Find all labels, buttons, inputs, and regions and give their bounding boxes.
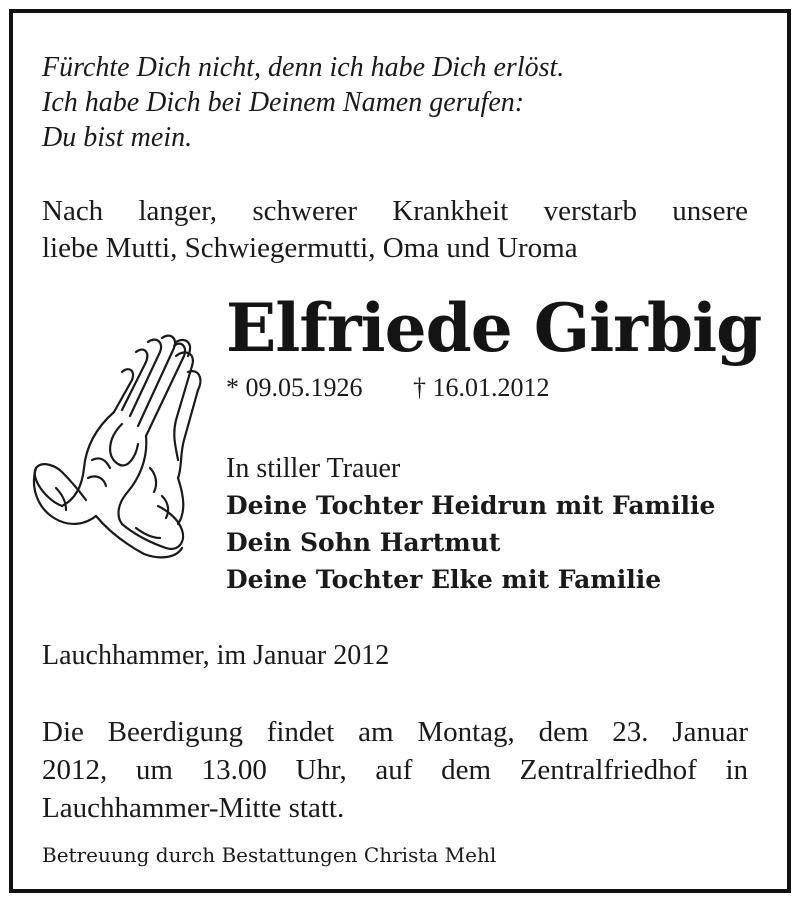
praying-hands-icon — [26, 328, 204, 560]
bible-verse — [42, 50, 742, 155]
funeral-line: Lauchhammer-Mitte statt. — [42, 792, 345, 824]
deceased-name: Elfriede Girbig — [226, 289, 762, 367]
death-date: † 16.01.2012 — [413, 373, 550, 402]
life-dates — [226, 372, 746, 404]
announcement-line: liebe Mutti, Schwiegermutti, Oma und Uroma — [42, 232, 578, 264]
verse-line: Du bist mein. — [42, 122, 193, 153]
place-date: Lauchhammer, im Januar 2012 — [42, 640, 390, 671]
death-announcement — [42, 193, 748, 267]
funeral-line: 2012, um 13.00 Uhr, auf dem Zentralfriedhof in — [42, 754, 748, 786]
birth-date: * 09.05.1926 — [226, 373, 363, 402]
mourners-heading: In stiller Trauer — [226, 453, 401, 484]
verse-line: Fürchte Dich nicht, denn ich habe Dich erlöst. — [42, 52, 565, 83]
mourner-line: Deine Tochter Elke mit Familie — [226, 565, 662, 594]
mourner-line: Deine Tochter Heidrun mit Familie — [226, 491, 716, 520]
announcement-line: Nach langer, schwerer Krankheit verstarb unsere — [42, 195, 748, 227]
funeral-info — [42, 713, 748, 827]
undertaker-credit: Betreuung durch Bestattungen Christa Mehl — [42, 843, 497, 867]
mourners-block — [226, 450, 766, 598]
funeral-line: Die Beerdigung findet am Montag, dem 23. Januar — [42, 716, 748, 748]
verse-line: Ich habe Dich bei Deinem Namen gerufen: — [42, 87, 525, 118]
mourner-line: Dein Sohn Hartmut — [226, 528, 501, 557]
